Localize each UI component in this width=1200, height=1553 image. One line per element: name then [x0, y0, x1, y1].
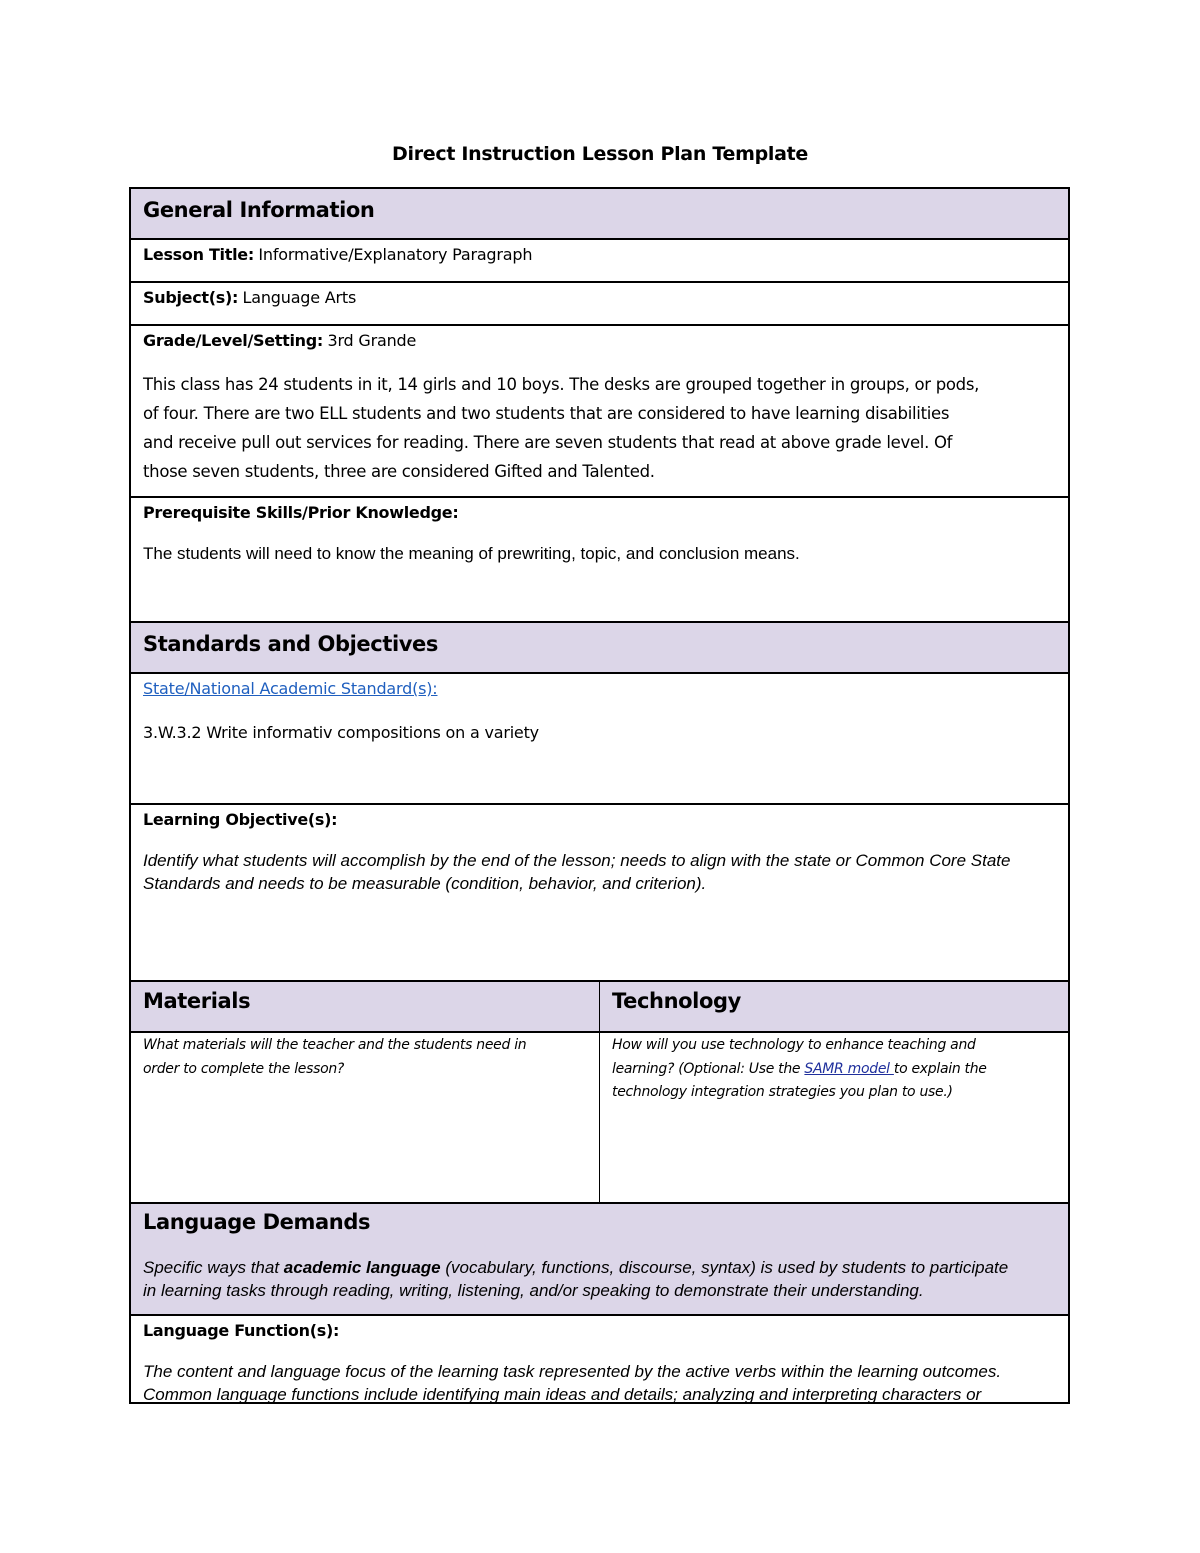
language-functions-line: Common language functions include identifying main ideas and details; analyzing and interpreting characters or: [143, 1385, 982, 1402]
materials-header-cell: [131, 982, 600, 1031]
lesson-title-row: [131, 240, 1068, 283]
standards-link[interactable]: State/National Academic Standard(s):: [143, 679, 438, 698]
materials-heading: Materials: [143, 989, 251, 1013]
standards-heading: Standards and Objectives: [143, 632, 438, 656]
materials-technology-body-row: [131, 1033, 1068, 1204]
grade-setting-row: [131, 326, 1068, 498]
language-functions-text: [143, 1360, 1056, 1402]
academic-language-term: academic language: [283, 1258, 441, 1277]
language-demands-line: in learning tasks through reading, writing, listening, and/or speaking to demonstrate their understanding.: [143, 1281, 924, 1300]
materials-line: What materials will the teacher and the students need in: [143, 1037, 527, 1053]
language-demands-pre: Specific ways that: [143, 1258, 284, 1277]
objective-line: Standards and needs to be measurable (condition, behavior, and criterion).: [143, 874, 707, 893]
samr-model-link[interactable]: SAMR model: [804, 1060, 894, 1077]
language-demands-heading: Language Demands: [143, 1210, 371, 1234]
subjects-value: Language Arts: [242, 288, 357, 307]
materials-body-cell: [131, 1033, 600, 1202]
subjects-label: Subject(s):: [143, 288, 239, 307]
technology-line: [612, 1058, 1054, 1082]
objective-line: Identify what students will accomplish by the end of the lesson; needs to align with the state or Common Core State: [143, 851, 1011, 870]
language-functions-row: [131, 1316, 1068, 1402]
prerequisite-value: The students will need to know the meaning of prewriting, topic, and conclusion means.: [143, 544, 800, 563]
prerequisite-row: [131, 498, 1068, 623]
standards-row: [131, 674, 1068, 805]
general-info-header-row: [131, 189, 1068, 240]
language-demands-post: (vocabulary, functions, discourse, syntax) is used by students to participate: [440, 1258, 1009, 1277]
setting-line: This class has 24 students in it, 14 girls and 10 boys. The desks are grouped together in groups, or pods,: [143, 375, 980, 394]
standards-header-row: [131, 623, 1068, 674]
class-setting-description: [143, 370, 1054, 486]
materials-line: order to complete the lesson?: [143, 1060, 345, 1077]
technology-line-pre: learning? (Optional: Use the: [612, 1060, 805, 1077]
learning-objectives-label: Learning Objective(s):: [143, 810, 338, 829]
page-title: Direct Instruction Lesson Plan Template: [392, 143, 808, 165]
language-demands-line: [143, 1256, 1056, 1279]
prerequisite-label: Prerequisite Skills/Prior Knowledge:: [143, 503, 459, 522]
lesson-title-field: [143, 245, 1056, 265]
grade-value: 3rd Grande: [327, 331, 417, 350]
general-info-heading: General Information: [143, 198, 375, 222]
setting-line: those seven students, three are considered Gifted and Talented.: [143, 462, 655, 481]
subjects-field: [143, 288, 1056, 308]
language-demands-text: [143, 1256, 1056, 1302]
technology-line: technology integration strategies you plan to use.): [612, 1084, 953, 1100]
lesson-title-label: Lesson Title:: [143, 245, 254, 264]
language-demands-row: [131, 1204, 1068, 1316]
grade-label: Grade/Level/Setting:: [143, 331, 324, 350]
technology-text: [612, 1034, 1054, 1105]
technology-line: How will you use technology to enhance teaching and: [612, 1037, 976, 1053]
language-functions-line: The content and language focus of the learning task represented by the active verbs within the learning outcomes.: [143, 1362, 1002, 1381]
grade-field: [143, 331, 1056, 351]
technology-body-cell: [600, 1033, 1068, 1202]
materials-technology-header-row: [131, 982, 1068, 1033]
materials-text: [143, 1034, 585, 1081]
setting-line: and receive pull out services for reading. There are seven students that read at above grade level. Of: [143, 433, 953, 452]
lesson-plan-table: [129, 187, 1070, 1404]
learning-objectives-text: [143, 849, 1056, 895]
technology-heading: Technology: [612, 989, 741, 1013]
language-functions-label: Language Function(s):: [143, 1321, 340, 1340]
setting-line: of four. There are two ELL students and two students that are considered to have learning disabilities: [143, 404, 950, 423]
subjects-row: [131, 283, 1068, 326]
technology-line-post: to explain the: [893, 1060, 987, 1077]
lesson-title-value: Informative/Explanatory Paragraph: [258, 245, 533, 264]
learning-objectives-row: [131, 805, 1068, 982]
technology-header-cell: [600, 982, 1068, 1031]
standard-value: 3.W.3.2 Write informativ compositions on a variety: [143, 723, 539, 742]
